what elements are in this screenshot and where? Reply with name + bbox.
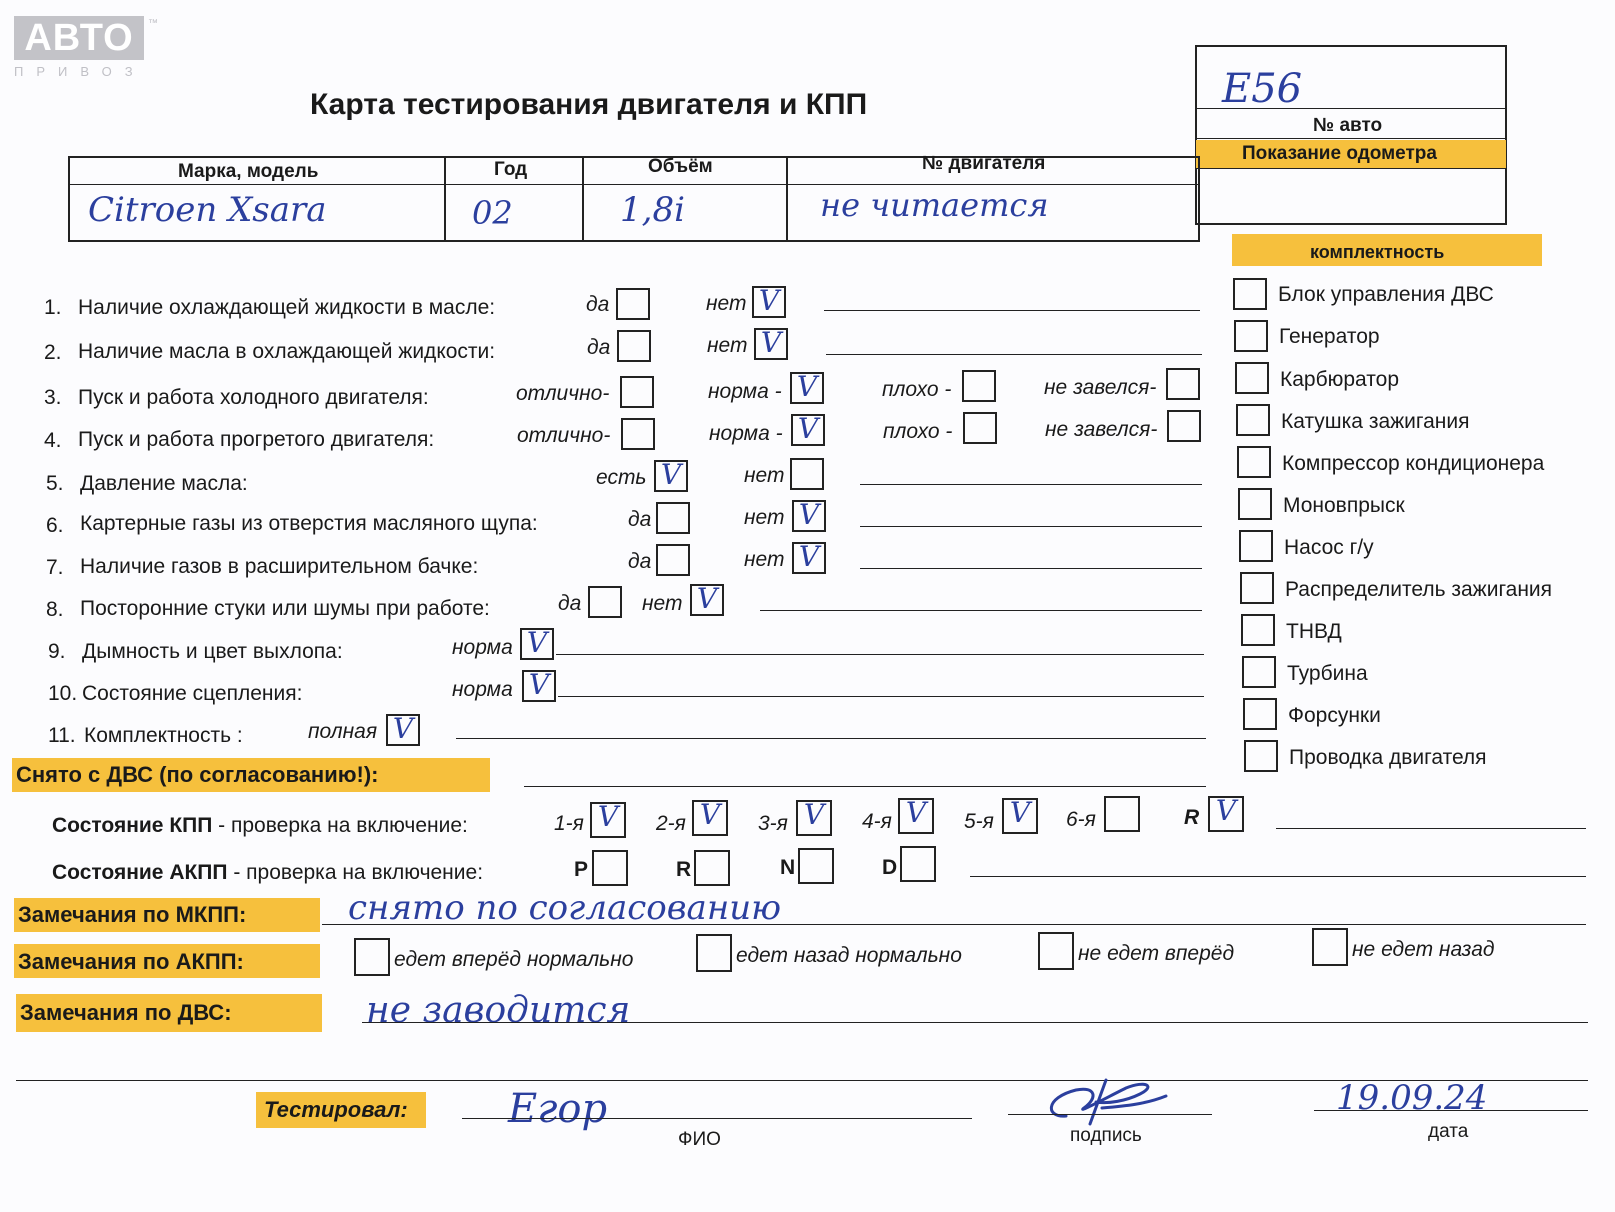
- divider: [68, 184, 1200, 185]
- akpp-option-label: не едет вперёд: [1078, 942, 1235, 965]
- question-text: Комплектность :: [84, 724, 243, 747]
- kpp-gear-2-checkbox[interactable]: [692, 800, 728, 836]
- volume-value[interactable]: 1,8i: [620, 190, 685, 230]
- akpp-no-backward-checkbox[interactable]: [1312, 928, 1348, 966]
- akpp-n-checkbox[interactable]: [798, 848, 834, 884]
- checkbox-injectors[interactable]: [1243, 698, 1277, 730]
- akpp-option-label: едет назад нормально: [736, 944, 962, 967]
- answer-line: [556, 654, 1204, 655]
- check-mark: V: [797, 412, 819, 445]
- akpp-mode-label: P: [574, 858, 589, 881]
- page-title: Карта тестирования двигателя и КПП: [310, 88, 868, 121]
- checkbox-ignition-coil[interactable]: [1236, 404, 1270, 436]
- checkbox-wiring[interactable]: [1244, 740, 1278, 772]
- kpp-gear-6-checkbox[interactable]: [1104, 796, 1140, 832]
- kpp-gear-4-checkbox[interactable]: [898, 798, 934, 834]
- option-label: не завелся-: [1044, 376, 1157, 399]
- kpp-label: [52, 814, 468, 838]
- option-label: есть: [596, 466, 647, 489]
- col-header-volume: Объём: [648, 156, 713, 177]
- check-mark: V: [392, 712, 414, 745]
- option-label: нет: [706, 292, 747, 315]
- question-number: 11.: [48, 724, 76, 747]
- avto-privoz-logo: АВТО: [14, 16, 144, 60]
- q1-da-checkbox[interactable]: [616, 288, 650, 320]
- completeness-item: ТНВД: [1286, 620, 1342, 643]
- completeness-item: Форсунки: [1288, 704, 1381, 727]
- akpp-mode-label: D: [882, 856, 898, 879]
- option-label: норма -: [709, 422, 783, 445]
- col-header-model: Марка, модель: [178, 161, 319, 182]
- checkbox-ecu[interactable]: [1233, 278, 1267, 310]
- completeness-item: Генератор: [1279, 325, 1380, 348]
- completeness-item: Катушка зажигания: [1281, 410, 1470, 433]
- answer-line: [860, 568, 1202, 569]
- q8-da-checkbox[interactable]: [588, 586, 622, 618]
- option-label: нет: [744, 464, 785, 487]
- date-label: дата: [1428, 1121, 1469, 1142]
- check-mark: V: [660, 458, 682, 491]
- tester-name-value[interactable]: Егор: [508, 1086, 608, 1132]
- q2-net-checkbox[interactable]: [754, 328, 788, 360]
- q6-net-checkbox[interactable]: [792, 500, 826, 532]
- akpp-label-bold: Состояние АКПП: [52, 861, 228, 884]
- model-value[interactable]: Citroen Xsara: [88, 190, 327, 230]
- gear-label: 4-я: [862, 810, 892, 833]
- year-value[interactable]: 02: [472, 194, 513, 232]
- col-divider: [444, 156, 446, 242]
- gear-label: 1-я: [554, 812, 584, 835]
- akpp-option-label: едет вперёд нормально: [394, 948, 634, 971]
- completeness-item: Блок управления ДВС: [1278, 283, 1494, 306]
- check-mark: V: [803, 798, 825, 831]
- question-text: Наличие масла в охлаждающей жидкости:: [78, 340, 496, 363]
- logo-trademark: ™: [148, 18, 158, 29]
- col-divider: [786, 156, 788, 242]
- option-label: да: [628, 508, 652, 531]
- odometer-label: Показание одометра: [1242, 143, 1437, 164]
- option-label: норма: [452, 678, 513, 701]
- answer-line: [860, 484, 1202, 485]
- check-mark: V: [696, 582, 718, 615]
- kpp-gear-r-checkbox[interactable]: [1208, 796, 1244, 832]
- option-label: да: [628, 550, 652, 573]
- q4-otlichno-checkbox[interactable]: [621, 418, 655, 450]
- akpp-label: [52, 861, 483, 885]
- q10-norma-checkbox[interactable]: [522, 670, 556, 702]
- completeness-item: Карбюратор: [1280, 368, 1400, 391]
- q5-net-checkbox[interactable]: [790, 458, 824, 490]
- check-mark: V: [905, 796, 927, 829]
- dvs-remarks-value[interactable]: не заводится: [366, 990, 631, 1031]
- answer-line: [456, 738, 1206, 739]
- question-text: Наличие охлаждающей жидкости в масле:: [78, 296, 496, 319]
- question-number: 4.: [44, 429, 62, 452]
- checkbox-ac-compressor[interactable]: [1237, 446, 1271, 478]
- answer-line: [824, 310, 1200, 311]
- dvs-remarks-label: Замечания по ДВС:: [20, 1000, 232, 1025]
- question-number: 3.: [44, 386, 62, 409]
- check-mark: V: [758, 284, 780, 317]
- question-number: 1.: [44, 296, 62, 319]
- check-mark: V: [1009, 796, 1031, 829]
- option-label: нет: [744, 506, 785, 529]
- checkbox-carburetor[interactable]: [1235, 362, 1269, 394]
- signature-label: подпись: [1070, 1125, 1142, 1146]
- kpp-label-bold: Состояние КПП: [52, 814, 213, 837]
- question-number: 6.: [46, 514, 64, 537]
- q5-est-checkbox[interactable]: [654, 460, 688, 492]
- col-header-year: Год: [494, 159, 528, 180]
- question-number: 7.: [46, 556, 64, 579]
- q7-da-checkbox[interactable]: [656, 544, 690, 576]
- option-label: нет: [642, 592, 683, 615]
- option-label: плохо -: [883, 420, 953, 443]
- question-number: 8.: [46, 598, 64, 621]
- removed-label: Снято с ДВС (по согласованию!):: [16, 762, 379, 787]
- option-label: не завелся-: [1045, 418, 1158, 441]
- option-label: да: [587, 336, 611, 359]
- signature-line: [1008, 1114, 1212, 1115]
- check-mark: V: [528, 668, 550, 701]
- option-label: плохо -: [882, 378, 952, 401]
- option-label: отлично-: [517, 424, 611, 447]
- kpp-label-rest: - проверка на включение:: [212, 814, 468, 837]
- q4-ploho-checkbox[interactable]: [963, 412, 997, 444]
- check-mark: V: [798, 498, 820, 531]
- question-number: 10.: [48, 682, 78, 705]
- checkbox-injection-pump[interactable]: [1241, 614, 1275, 646]
- answer-line: [558, 696, 1204, 697]
- question-number: 9.: [48, 640, 66, 663]
- gear-label: 5-я: [964, 810, 994, 833]
- check-mark: V: [796, 370, 818, 403]
- gear-label: R: [1184, 806, 1200, 829]
- col-divider: [582, 156, 584, 242]
- check-mark: V: [760, 326, 782, 359]
- option-label: отлично-: [516, 382, 610, 405]
- checkbox-distributor[interactable]: [1240, 572, 1274, 604]
- signature-line: [462, 1118, 972, 1119]
- checkbox-turbine[interactable]: [1242, 656, 1276, 688]
- answer-line: [860, 526, 1202, 527]
- q8-net-checkbox[interactable]: [690, 584, 724, 616]
- checkbox-generator[interactable]: [1234, 320, 1268, 352]
- answer-line: [322, 924, 1586, 925]
- akpp-option-label: не едет назад: [1352, 938, 1495, 961]
- car-number-label: № авто: [1313, 115, 1383, 136]
- check-mark: V: [597, 800, 619, 833]
- q7-net-checkbox[interactable]: [792, 542, 826, 574]
- option-label: да: [586, 293, 610, 316]
- q6-da-checkbox[interactable]: [656, 502, 690, 534]
- tested-by-label: Тестировал:: [264, 1097, 408, 1122]
- check-mark: V: [526, 626, 548, 659]
- q9-norma-checkbox[interactable]: [520, 628, 554, 660]
- question-text: Наличие газов в расширительном бачке:: [80, 555, 479, 578]
- q2-da-checkbox[interactable]: [617, 330, 651, 362]
- q3-otlichno-checkbox[interactable]: [620, 376, 654, 408]
- col-header-engine-no: № двигателя: [922, 153, 1046, 174]
- mkpp-remarks-value[interactable]: снято по согласованию: [348, 888, 782, 928]
- answer-line: [760, 610, 1202, 611]
- answer-line: [362, 1022, 1588, 1023]
- option-label: нет: [744, 548, 785, 571]
- akpp-r-checkbox[interactable]: [694, 850, 730, 886]
- check-mark: V: [1215, 794, 1237, 827]
- answer-line: [826, 354, 1202, 355]
- kpp-gear-3-checkbox[interactable]: [796, 800, 832, 836]
- question-text: Дымность и цвет выхлопа:: [82, 640, 343, 663]
- gear-label: 6-я: [1066, 808, 1096, 831]
- completeness-item: Насос г/у: [1284, 536, 1374, 559]
- answer-line: [524, 786, 1206, 787]
- question-number: 5.: [46, 472, 64, 495]
- akpp-d-checkbox[interactable]: [900, 846, 936, 882]
- q3-ploho-checkbox[interactable]: [962, 370, 996, 402]
- completeness-item: Распределитель зажигания: [1285, 578, 1553, 601]
- akpp-mode-label: R: [676, 858, 692, 881]
- question-text: Состояние сцепления:: [82, 682, 303, 705]
- fio-label: ФИО: [678, 1129, 721, 1150]
- q4-ne-zavelsya-checkbox[interactable]: [1167, 410, 1201, 442]
- completeness-item: Проводка двигателя: [1289, 746, 1487, 769]
- completeness-item: Моновпрыск: [1283, 494, 1405, 517]
- q3-ne-zavelsya-checkbox[interactable]: [1166, 368, 1200, 400]
- kpp-gear-5-checkbox[interactable]: [1002, 798, 1038, 834]
- akpp-backward-ok-checkbox[interactable]: [696, 934, 732, 972]
- option-label: да: [558, 592, 582, 615]
- question-text: Пуск и работа холодного двигателя:: [78, 386, 429, 409]
- check-mark: V: [798, 540, 820, 573]
- question-text: Посторонние стуки или шумы при работе:: [80, 597, 490, 620]
- q3-norma-checkbox[interactable]: [790, 372, 824, 404]
- q1-net-checkbox[interactable]: [752, 286, 786, 318]
- akpp-no-forward-checkbox[interactable]: [1038, 932, 1074, 970]
- car-number-value[interactable]: Е56: [1222, 66, 1303, 112]
- divider: [1195, 138, 1507, 139]
- answer-line: [1276, 828, 1586, 829]
- question-text: Давление масла:: [80, 472, 248, 495]
- completeness-item: Компрессор кондиционера: [1282, 452, 1545, 475]
- date-line: [1314, 1110, 1588, 1111]
- engine-no-value[interactable]: не читается: [820, 186, 1049, 224]
- question-number: 2.: [44, 341, 62, 364]
- question-text: Картерные газы из отверстия масляного щупа:: [80, 512, 538, 535]
- mkpp-remarks-label: Замечания по МКПП:: [18, 902, 247, 927]
- divider: [1195, 168, 1507, 169]
- akpp-mode-label: N: [780, 856, 796, 879]
- option-label: нет: [707, 334, 748, 357]
- completeness-title: комплектность: [1310, 242, 1445, 262]
- check-mark: V: [699, 798, 721, 831]
- checkbox-mono-injection[interactable]: [1238, 488, 1272, 520]
- akpp-remarks-label: Замечания по АКПП:: [18, 949, 244, 974]
- kpp-gear-1-checkbox[interactable]: [590, 802, 626, 838]
- option-label: норма -: [708, 380, 782, 403]
- gear-label: 2-я: [656, 812, 686, 835]
- date-value[interactable]: 19.09.24: [1336, 1078, 1488, 1118]
- logo-subtitle: ПРИВОЗ: [14, 64, 146, 79]
- completeness-item: Турбина: [1287, 662, 1368, 685]
- akpp-label-rest: - проверка на включение:: [227, 861, 484, 884]
- q4-norma-checkbox[interactable]: [791, 414, 825, 446]
- checkbox-ps-pump[interactable]: [1239, 530, 1273, 562]
- q11-polnaya-checkbox[interactable]: [386, 714, 420, 746]
- question-text: Пуск и работа прогретого двигателя:: [78, 428, 435, 451]
- option-label: полная: [308, 720, 378, 743]
- akpp-p-checkbox[interactable]: [592, 850, 628, 886]
- option-label: норма: [452, 636, 513, 659]
- akpp-forward-ok-checkbox[interactable]: [354, 938, 390, 976]
- gear-label: 3-я: [758, 812, 788, 835]
- answer-line: [970, 876, 1586, 877]
